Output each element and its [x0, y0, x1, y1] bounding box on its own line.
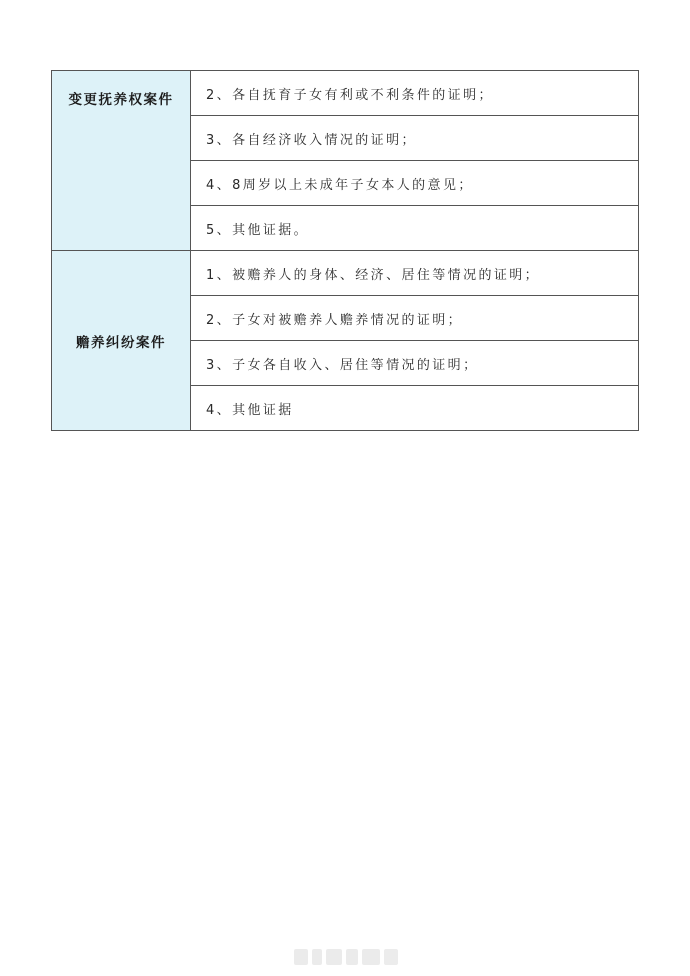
case-type-cell — [52, 251, 191, 431]
evidence-item: 3、子女各自收入、居住等情况的证明； — [191, 341, 639, 386]
evidence-item: 4、其他证据 — [191, 386, 639, 431]
case-type-label: 变更抚养权案件 — [68, 92, 174, 108]
evidence-item: 5、其他证据。 — [191, 206, 639, 251]
case-type-label: 赡养纠纷案件 — [76, 334, 166, 351]
watermark — [294, 946, 404, 968]
evidence-item: 2、子女对被赡养人赡养情况的证明； — [191, 296, 639, 341]
evidence-item: 1、被赡养人的身体、经济、居住等情况的证明； — [191, 251, 639, 296]
evidence-table — [51, 70, 639, 431]
table-row — [52, 251, 639, 296]
case-type-cell — [52, 71, 191, 251]
evidence-item: 2、各自抚育子女有利或不利条件的证明； — [191, 71, 639, 116]
table-row — [52, 71, 639, 116]
evidence-item: 3、各自经济收入情况的证明； — [191, 116, 639, 161]
evidence-item: 4、8周岁以上未成年子女本人的意见； — [191, 161, 639, 206]
